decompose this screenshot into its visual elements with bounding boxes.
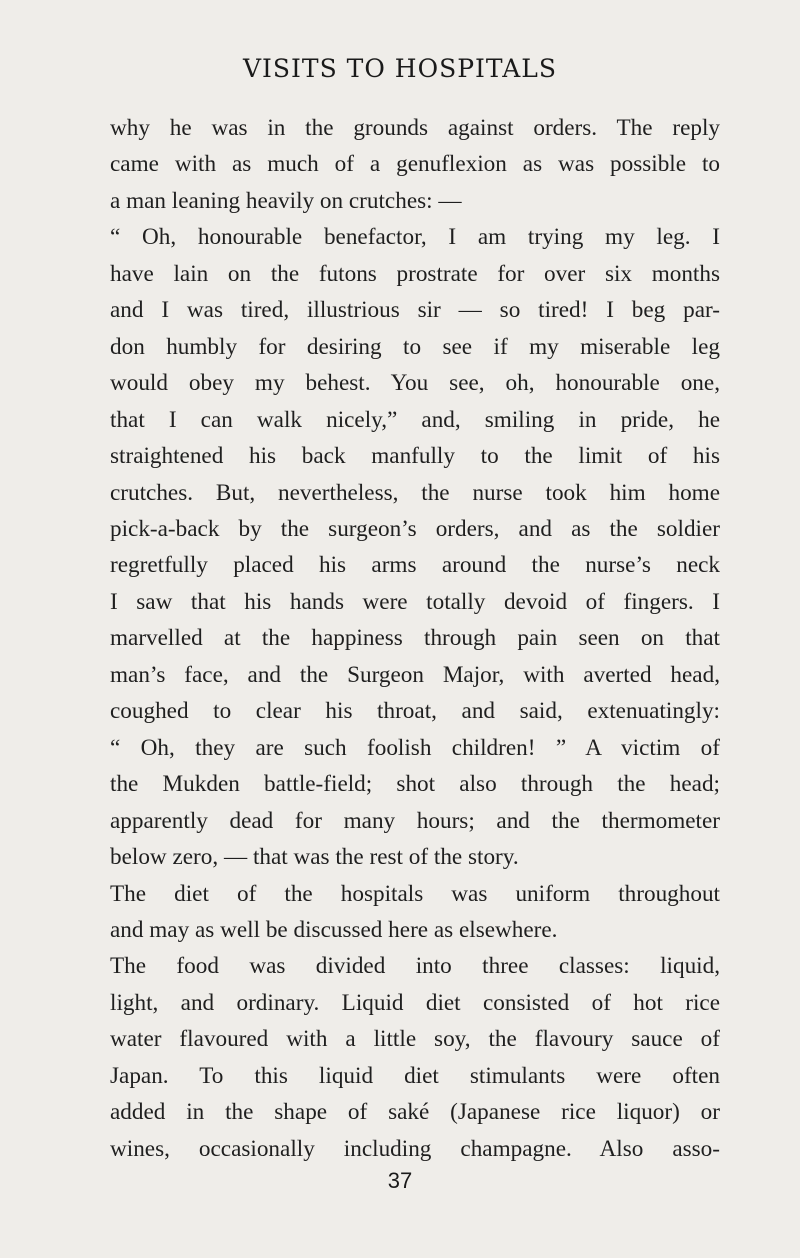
text-line: coughed to clear his throat, and said, extenuatingly:	[110, 698, 720, 725]
text-line: light, and ordinary. Liquid diet consisted of hot rice	[110, 989, 720, 1016]
text-line: marvelled at the happiness through pain seen on that	[110, 625, 720, 652]
text-line: “ Oh, they are such foolish children! ” A victim of	[110, 734, 720, 761]
text-line: pick-a-back by the surgeon’s orders, and as the soldier	[110, 515, 720, 542]
text-line: wines, occasionally including champagne. Also asso-	[110, 1135, 720, 1162]
text-line: and may as well be discussed here as elsewhere.	[110, 916, 558, 943]
text-line: apparently dead for many hours; and the thermometer	[110, 807, 720, 834]
text-line: added in the shape of saké (Japanese rice liquor) or	[110, 1099, 720, 1126]
text-line: below zero, — that was the rest of the story.	[110, 844, 519, 871]
text-line: “ Oh, honourable benefactor, I am trying my leg. I	[110, 224, 720, 251]
text-line: why he was in the grounds against orders. The reply	[110, 115, 720, 141]
text-line: man’s face, and the Surgeon Major, with averted head,	[110, 661, 720, 688]
text-line: crutches. But, nevertheless, the nurse took him home	[110, 479, 720, 506]
text-line: don humbly for desiring to see if my miserable leg	[110, 333, 720, 360]
text-line: regretfully placed his arms around the nurse’s neck	[110, 552, 720, 579]
text-line: water flavoured with a little soy, the flavoury sauce of	[110, 1026, 720, 1053]
text-line: would obey my behest. You see, oh, honourable one,	[110, 370, 720, 397]
text-line: The diet of the hospitals was uniform throughout	[110, 880, 720, 907]
text-line: a man leaning heavily on crutches: —	[110, 187, 462, 214]
text-line: I saw that his hands were totally devoid of fingers. I	[110, 588, 720, 615]
text-line: The food was divided into three classes: liquid,	[110, 953, 720, 980]
text-line: and I was tired, illustrious sir — so tired! I beg par-	[110, 297, 720, 324]
text-line: Japan. To this liquid diet stimulants were often	[110, 1062, 720, 1089]
page-number: 37	[387, 1168, 413, 1193]
body-text	[110, 110, 720, 1167]
text-line: came with as much of a genuflexion as was possible to	[110, 151, 720, 178]
text-line: have lain on the futons prostrate for over six months	[110, 260, 720, 287]
text-line: that I can walk nicely,” and, smiling in pride, he	[110, 406, 720, 433]
text-line: the Mukden battle-field; shot also through the head;	[110, 771, 720, 798]
running-head: VISITS TO HOSPITALS	[242, 54, 557, 83]
text-line: straightened his back manfully to the limit of his	[110, 443, 720, 470]
